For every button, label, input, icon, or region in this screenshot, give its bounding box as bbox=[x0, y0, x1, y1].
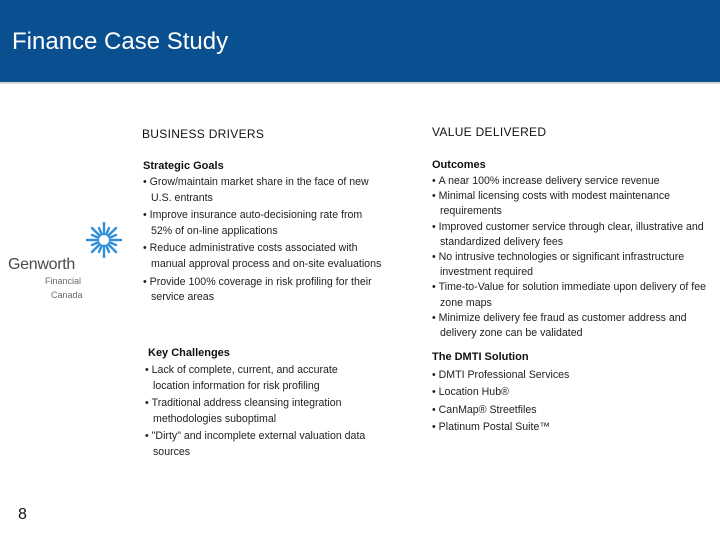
key-challenges-title: Key Challenges bbox=[148, 347, 230, 359]
sunburst-ray bbox=[106, 228, 109, 234]
strategic-goal-item: • Improve insurance auto-decisioning rate from 52% of on-line applications bbox=[143, 208, 383, 239]
dmti-solution-item: • CanMap® Streetfiles bbox=[432, 402, 692, 419]
sunburst-ray bbox=[92, 242, 98, 245]
key-challenge-item: • "Dirty" and incomplete external valuation data sources bbox=[145, 429, 375, 460]
outcome-item: • Minimal licensing costs with modest maintenance requirements bbox=[432, 189, 712, 219]
dmti-solution-item: • Location Hub® bbox=[432, 384, 692, 401]
outcomes-list bbox=[432, 174, 712, 341]
logo-subtitle-financial: Financial bbox=[45, 276, 82, 286]
sunburst-icon bbox=[86, 222, 122, 258]
logo-subtitle-canada: Canada bbox=[51, 290, 83, 300]
strategic-goals-title: Strategic Goals bbox=[143, 160, 224, 172]
business-drivers-heading: BUSINESS DRIVERS bbox=[142, 127, 265, 141]
sunburst-ray bbox=[99, 228, 102, 234]
dmti-solution-item: • DMTI Professional Services bbox=[432, 367, 692, 384]
outcomes-title: Outcomes bbox=[432, 159, 486, 171]
outcome-item: • Improved customer service through clear, illustrative and standardized delivery fees bbox=[432, 220, 712, 250]
outcome-item: • No intrusive technologies or significant infrastructure investment required bbox=[432, 250, 712, 280]
title-bar bbox=[0, 0, 720, 82]
sunburst-ray bbox=[106, 246, 109, 252]
strategic-goal-item: • Reduce administrative costs associated with manual approval process and on-site evaluations bbox=[143, 241, 383, 272]
sunburst-ray bbox=[110, 235, 116, 238]
value-delivered-heading: VALUE DELIVERED bbox=[432, 125, 547, 139]
key-challenge-item: • Lack of complete, current, and accurate location information for risk profiling bbox=[145, 363, 375, 394]
sunburst-ray bbox=[99, 246, 102, 252]
strategic-goal-item: • Grow/maintain market share in the face of new U.S. entrants bbox=[143, 175, 383, 206]
logo-wordmark: Genworth bbox=[8, 256, 75, 273]
dmti-solution-title: The DMTI Solution bbox=[432, 351, 529, 363]
page-number: 8 bbox=[18, 506, 27, 523]
outcome-item: • Minimize delivery fee fraud as customer address and delivery zone can be validated bbox=[432, 311, 712, 341]
dmti-solution-list bbox=[432, 367, 692, 437]
key-challenge-item: • Traditional address cleansing integration methodologies suboptimal bbox=[145, 396, 375, 427]
header-divider bbox=[0, 82, 720, 84]
slide-title: Finance Case Study bbox=[12, 28, 229, 55]
dmti-solution-item: • Platinum Postal Suite™ bbox=[432, 419, 692, 436]
outcome-item: • Time-to-Value for solution immediate upon delivery of fee zone maps bbox=[432, 280, 712, 310]
genworth-logo bbox=[6, 222, 126, 312]
strategic-goals-list bbox=[143, 175, 383, 308]
sunburst-ray bbox=[110, 242, 116, 245]
key-challenges-list bbox=[145, 363, 375, 463]
outcome-item: • A near 100% increase delivery service revenue bbox=[432, 174, 712, 189]
sunburst-ray bbox=[92, 235, 98, 238]
strategic-goal-item: • Provide 100% coverage in risk profiling for their service areas bbox=[143, 275, 383, 306]
